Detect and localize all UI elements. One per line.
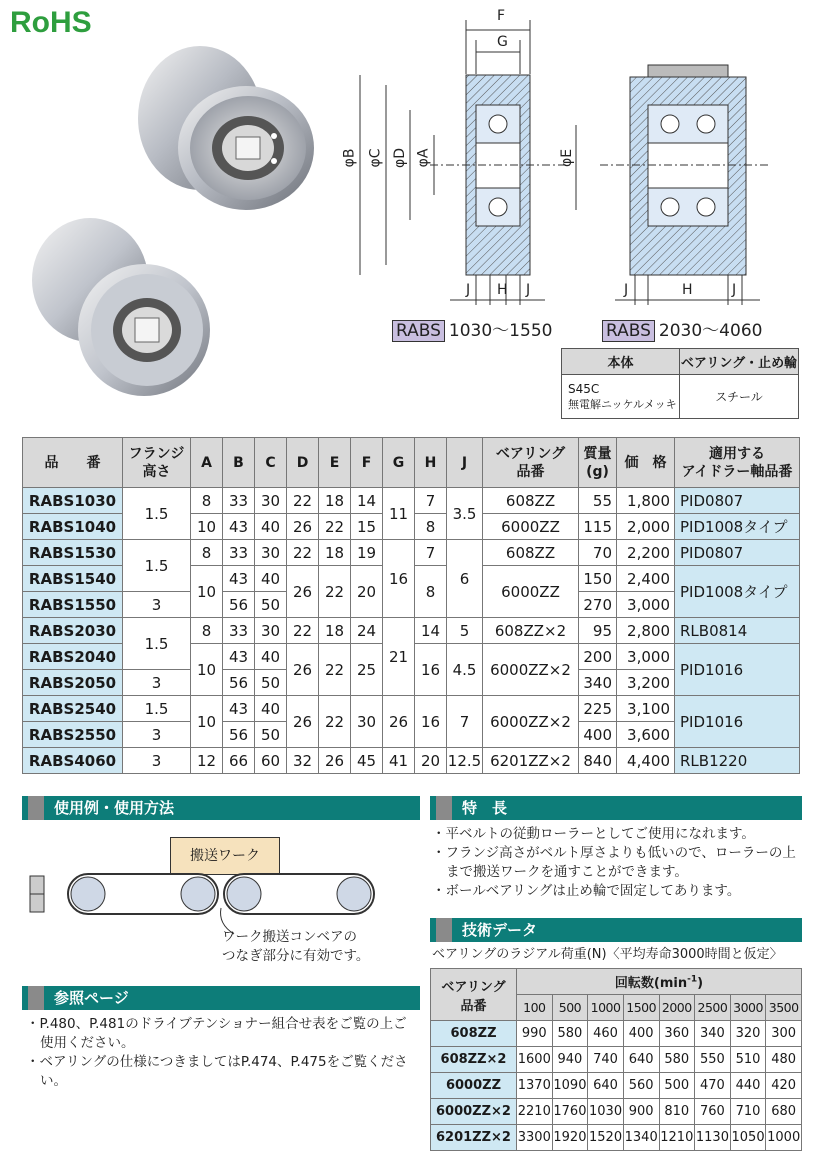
header-flange-line2: 高さ	[142, 463, 171, 480]
part-number: RABS2040	[23, 644, 123, 670]
reference-list	[26, 1015, 416, 1091]
dim-e-label: φE	[559, 148, 576, 168]
idler-shaft: PID0807	[675, 488, 800, 514]
flange-height: 3	[123, 670, 191, 696]
dim-e: 26	[319, 748, 351, 774]
mass: 340	[579, 670, 617, 696]
dim-h: 20	[415, 748, 447, 774]
dim-c: 40	[255, 514, 287, 540]
load-value: 440	[730, 1073, 766, 1099]
dim-a: 12	[191, 748, 223, 774]
dim-f: 24	[351, 618, 383, 644]
load-value: 460	[588, 1021, 624, 1047]
flange-height: 3	[123, 592, 191, 618]
load-value: 470	[695, 1073, 731, 1099]
series-caption-right	[602, 316, 762, 342]
dim-b: 43	[223, 566, 255, 592]
dim-h: 8	[415, 514, 447, 540]
load-value: 1340	[623, 1125, 659, 1151]
dim-d: 22	[287, 540, 319, 566]
list-item: ・ベアリングの仕様につきましてはP.474、P.475をご覧ください。	[26, 1054, 408, 1089]
part-number: RABS1040	[23, 514, 123, 540]
dim-c: 60	[255, 748, 287, 774]
mass: 225	[579, 696, 617, 722]
bearing: 6000ZZ	[483, 566, 579, 618]
series-caption-left	[392, 316, 552, 342]
header-d: D	[287, 438, 319, 488]
header-e: E	[319, 438, 351, 488]
price: 2,800	[617, 618, 675, 644]
dim-c: 30	[255, 618, 287, 644]
list-item: ・平ベルトの従動ローラーとしてご使用になれます。	[432, 826, 755, 842]
dim-h: 7	[415, 540, 447, 566]
load-value: 1210	[659, 1125, 695, 1151]
dim-f: 14	[351, 488, 383, 514]
load-value: 680	[766, 1099, 802, 1125]
load-value: 3300	[517, 1125, 553, 1151]
bearing-name: 608ZZ×2	[431, 1047, 517, 1073]
list-item: ・フランジ高さがベルト厚さよりも低いので、ローラーの上まで搬送ワークを通すことができます。	[432, 845, 796, 880]
tech-header-rpm-text: 回転数(min	[614, 976, 688, 991]
table-row	[431, 1099, 802, 1125]
load-value: 1370	[517, 1073, 553, 1099]
idler-shaft: PID1008タイプ	[675, 566, 800, 618]
header-bearing-line1: ベアリング	[495, 445, 566, 462]
dim-j-label: J	[624, 282, 629, 298]
rpm-value: 3500	[766, 995, 802, 1021]
tech-header-bearing	[431, 969, 517, 1021]
dim-c: 40	[255, 696, 287, 722]
tech-header-rpm-sup: -1	[687, 974, 698, 985]
dim-a: 10	[191, 644, 223, 696]
tech-section-header: 技術データ	[430, 918, 802, 942]
load-value: 900	[623, 1099, 659, 1125]
dim-j-label: J	[526, 282, 531, 298]
dim-e: 22	[319, 566, 351, 618]
tech-header-rpm-close: )	[697, 976, 704, 991]
header-idler-line1: 適用する	[709, 445, 765, 462]
bearing: 608ZZ	[483, 540, 579, 566]
dim-f: 20	[351, 566, 383, 618]
load-value: 940	[552, 1047, 588, 1073]
load-value: 340	[695, 1021, 731, 1047]
mass: 115	[579, 514, 617, 540]
load-value: 400	[623, 1021, 659, 1047]
price: 3,000	[617, 592, 675, 618]
dim-e: 18	[319, 618, 351, 644]
header-a: A	[191, 438, 223, 488]
price: 3,200	[617, 670, 675, 696]
dim-j: 7	[447, 696, 483, 748]
list-item: ・ボールベアリングは止め輪で固定してあります。	[432, 883, 741, 899]
load-value: 1050	[730, 1125, 766, 1151]
load-value: 710	[730, 1099, 766, 1125]
table-row	[431, 1125, 802, 1151]
idler-shaft: PID0807	[675, 540, 800, 566]
rpm-value: 2500	[695, 995, 731, 1021]
header-bearing-line2: 品番	[516, 463, 545, 480]
part-number: RABS1550	[23, 592, 123, 618]
dim-a-label: φA	[415, 148, 432, 168]
dim-b-label: φB	[341, 148, 358, 168]
tech-header-bearing-line2: 品番	[460, 998, 487, 1014]
dim-h: 16	[415, 696, 447, 748]
bearing: 6000ZZ	[483, 514, 579, 540]
dim-f-label: F	[497, 8, 506, 24]
dim-h: 16	[415, 644, 447, 696]
product-photo-bottom	[22, 210, 212, 400]
part-number: RABS2550	[23, 722, 123, 748]
dim-j: 4.5	[447, 644, 483, 696]
rpm-value: 1000	[588, 995, 624, 1021]
dim-d: 32	[287, 748, 319, 774]
header-c: C	[255, 438, 287, 488]
load-value: 740	[588, 1047, 624, 1073]
dim-g-label: G	[497, 34, 508, 50]
material-body-line2: 無電解ニッケルメッキ	[568, 397, 677, 411]
dim-d: 26	[287, 644, 319, 696]
mass: 150	[579, 566, 617, 592]
flange-height: 1.5	[123, 696, 191, 722]
header-h: H	[415, 438, 447, 488]
material-header-bearing: ベアリング・止め輪	[680, 349, 799, 375]
header-g: G	[383, 438, 415, 488]
rohs-logo: RoHS	[10, 6, 92, 39]
dim-e: 22	[319, 514, 351, 540]
series-code: RABS	[392, 320, 445, 342]
dim-c-label: φC	[367, 148, 384, 168]
dim-h-label: H	[682, 282, 693, 298]
header-idler	[675, 438, 800, 488]
work-label-box: 搬送ワーク	[170, 837, 280, 875]
mass: 70	[579, 540, 617, 566]
material-bearing: スチール	[680, 375, 799, 419]
load-value: 810	[659, 1099, 695, 1125]
idler-shaft: PID1016	[675, 696, 800, 748]
dim-e: 22	[319, 644, 351, 696]
dim-j-label: J	[466, 282, 471, 298]
part-number: RABS2050	[23, 670, 123, 696]
dim-j: 6	[447, 540, 483, 618]
dim-j: 12.5	[447, 748, 483, 774]
dim-e: 18	[319, 540, 351, 566]
table-row	[23, 488, 800, 514]
mass: 95	[579, 618, 617, 644]
drawing-right	[576, 65, 770, 305]
dim-a: 10	[191, 514, 223, 540]
dim-d: 22	[287, 618, 319, 644]
bearing: 608ZZ	[483, 488, 579, 514]
dim-h-label: H	[497, 282, 508, 298]
header-flange-line1: フランジ	[128, 445, 185, 462]
dim-b: 43	[223, 644, 255, 670]
flange-height: 3	[123, 748, 191, 774]
idler-shaft: RLB1220	[675, 748, 800, 774]
usage-note-line1: ワーク搬送コンベアの	[222, 929, 357, 945]
load-value: 990	[517, 1021, 553, 1047]
dim-h: 7	[415, 488, 447, 514]
load-value: 1090	[552, 1073, 588, 1099]
dim-d: 22	[287, 488, 319, 514]
idler-shaft: PID1016	[675, 644, 800, 696]
bearing-name: 6201ZZ×2	[431, 1125, 517, 1151]
dim-a: 8	[191, 488, 223, 514]
header-j: J	[447, 438, 483, 488]
dim-d: 26	[287, 566, 319, 618]
dim-b: 33	[223, 618, 255, 644]
load-value: 320	[730, 1021, 766, 1047]
rpm-value: 1500	[623, 995, 659, 1021]
dim-e: 18	[319, 488, 351, 514]
table-row	[23, 618, 800, 644]
tech-header-rpm	[517, 969, 802, 995]
dim-f: 25	[351, 644, 383, 696]
dim-a: 10	[191, 696, 223, 748]
dim-b: 56	[223, 670, 255, 696]
price: 2,000	[617, 514, 675, 540]
flange-height: 1.5	[123, 618, 191, 670]
part-number: RABS1530	[23, 540, 123, 566]
series-range: 2030〜4060	[658, 321, 763, 341]
dim-c: 50	[255, 592, 287, 618]
dim-g: 11	[383, 488, 415, 540]
mass: 400	[579, 722, 617, 748]
dim-b: 33	[223, 540, 255, 566]
dim-f: 30	[351, 696, 383, 748]
price: 3,100	[617, 696, 675, 722]
dim-c: 40	[255, 644, 287, 670]
dim-c: 50	[255, 722, 287, 748]
load-value: 760	[695, 1099, 731, 1125]
load-value: 560	[623, 1073, 659, 1099]
dim-f: 19	[351, 540, 383, 566]
dim-g: 16	[383, 540, 415, 618]
dim-d: 26	[287, 696, 319, 748]
header-mass	[579, 438, 617, 488]
price: 3,600	[617, 722, 675, 748]
price: 4,400	[617, 748, 675, 774]
part-number: RABS1540	[23, 566, 123, 592]
load-value: 580	[659, 1047, 695, 1073]
header-mass-line2: (g)	[586, 463, 609, 480]
dim-b: 66	[223, 748, 255, 774]
load-value: 420	[766, 1073, 802, 1099]
table-row	[23, 540, 800, 566]
material-body-line1: S45C	[568, 381, 600, 396]
dim-b: 43	[223, 696, 255, 722]
load-value: 360	[659, 1021, 695, 1047]
dim-j-label: J	[732, 282, 737, 298]
tech-header-bearing-line1: ベアリング	[441, 979, 506, 995]
load-value: 1130	[695, 1125, 731, 1151]
dim-h: 14	[415, 618, 447, 644]
dim-f: 45	[351, 748, 383, 774]
dim-b: 43	[223, 514, 255, 540]
dim-b: 33	[223, 488, 255, 514]
dim-f: 15	[351, 514, 383, 540]
load-value: 480	[766, 1047, 802, 1073]
part-number: RABS2540	[23, 696, 123, 722]
part-number: RABS4060	[23, 748, 123, 774]
dim-c: 50	[255, 670, 287, 696]
material-body	[562, 375, 680, 419]
header-part: 品 番	[23, 438, 123, 488]
header-b: B	[223, 438, 255, 488]
header-flange	[123, 438, 191, 488]
features-list	[432, 825, 802, 901]
dim-a: 8	[191, 540, 223, 566]
header-mass-line1: 質量	[583, 445, 612, 462]
part-number: RABS1030	[23, 488, 123, 514]
bearing: 6000ZZ×2	[483, 696, 579, 748]
table-row	[431, 1073, 802, 1099]
table-row	[431, 1047, 802, 1073]
bearing: 6201ZZ×2	[483, 748, 579, 774]
load-value: 1760	[552, 1099, 588, 1125]
usage-note-line2: つなぎ部分に有効です。	[222, 948, 370, 964]
usage-note	[222, 928, 369, 966]
dim-b: 56	[223, 592, 255, 618]
load-value: 2210	[517, 1099, 553, 1125]
tech-table	[430, 968, 802, 1151]
load-value: 1920	[552, 1125, 588, 1151]
dim-j: 5	[447, 618, 483, 644]
load-value: 1520	[588, 1125, 624, 1151]
load-value: 500	[659, 1073, 695, 1099]
idler-shaft: PID1008タイプ	[675, 514, 800, 540]
series-code: RABS	[602, 320, 655, 342]
dim-e: 22	[319, 696, 351, 748]
dim-d-label: φD	[392, 147, 409, 169]
dim-h: 8	[415, 566, 447, 618]
bearing: 608ZZ×2	[483, 618, 579, 644]
bearing: 6000ZZ×2	[483, 644, 579, 696]
header-idler-line2: アイドラー軸品番	[681, 463, 793, 480]
load-value: 1000	[766, 1125, 802, 1151]
header-bearing	[483, 438, 579, 488]
load-value: 510	[730, 1047, 766, 1073]
tech-caption: ベアリングのラジアル荷重(N)〈平均寿命3000時間と仮定〉	[432, 947, 783, 962]
part-number: RABS2030	[23, 618, 123, 644]
bearing-name: 6000ZZ×2	[431, 1099, 517, 1125]
load-value: 1030	[588, 1099, 624, 1125]
flange-height: 1.5	[123, 488, 191, 540]
material-header-body: 本体	[562, 349, 680, 375]
price: 2,200	[617, 540, 675, 566]
dim-g: 41	[383, 748, 415, 774]
features-section-header: 特 長	[430, 796, 802, 820]
price: 1,800	[617, 488, 675, 514]
dim-j: 3.5	[447, 488, 483, 540]
rpm-value: 3000	[730, 995, 766, 1021]
dim-d: 26	[287, 514, 319, 540]
rpm-value: 100	[517, 995, 553, 1021]
mass: 840	[579, 748, 617, 774]
material-table	[561, 348, 799, 419]
dim-g: 21	[383, 618, 415, 696]
list-item: ・P.480、P.481のドライブテンショナー組合せ表をご覧の上ご使用ください。	[26, 1016, 407, 1051]
usage-section-header: 使用例・使用方法	[22, 796, 420, 820]
header-f: F	[351, 438, 383, 488]
load-value: 300	[766, 1021, 802, 1047]
dim-g: 26	[383, 696, 415, 748]
dim-a: 8	[191, 618, 223, 644]
dim-c: 30	[255, 488, 287, 514]
spec-table	[22, 437, 800, 774]
load-value: 580	[552, 1021, 588, 1047]
price: 3,000	[617, 644, 675, 670]
flange-height: 3	[123, 722, 191, 748]
load-value: 640	[623, 1047, 659, 1073]
series-range: 1030〜1550	[448, 321, 553, 341]
table-row	[23, 696, 800, 722]
dim-c: 40	[255, 566, 287, 592]
dim-b: 56	[223, 722, 255, 748]
bearing-name: 6000ZZ	[431, 1073, 517, 1099]
table-row	[431, 1021, 802, 1047]
load-value: 640	[588, 1073, 624, 1099]
rpm-value: 500	[552, 995, 588, 1021]
price: 2,400	[617, 566, 675, 592]
bearing-name: 608ZZ	[431, 1021, 517, 1047]
dim-a: 10	[191, 566, 223, 618]
product-photo-top	[128, 40, 318, 215]
mass: 55	[579, 488, 617, 514]
reference-section-header: 参照ページ	[22, 986, 420, 1010]
dim-c: 30	[255, 540, 287, 566]
rpm-value: 2000	[659, 995, 695, 1021]
header-price: 価 格	[617, 438, 675, 488]
mass: 200	[579, 644, 617, 670]
mass: 270	[579, 592, 617, 618]
table-row	[23, 748, 800, 774]
load-value: 550	[695, 1047, 731, 1073]
flange-height: 1.5	[123, 540, 191, 592]
idler-shaft: RLB0814	[675, 618, 800, 644]
load-value: 1600	[517, 1047, 553, 1073]
